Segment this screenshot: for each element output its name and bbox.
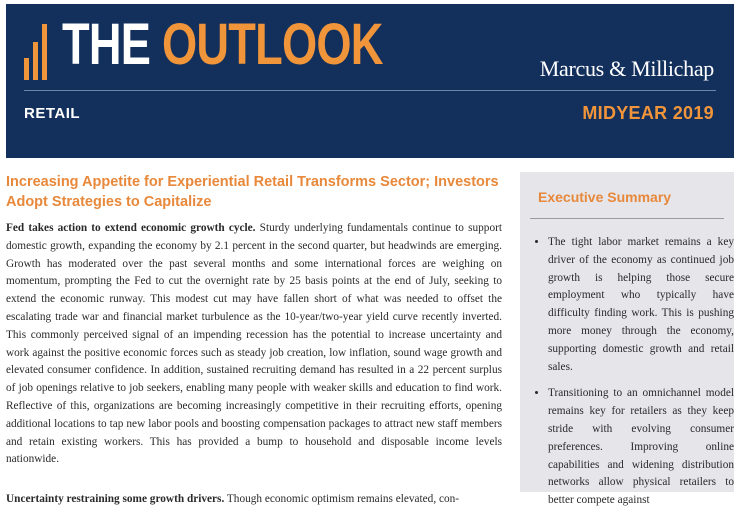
executive-summary-panel xyxy=(520,172,734,507)
paragraph-lead: Fed takes action to extend economic growth cycle. xyxy=(6,222,256,234)
publisher-logo: Marcus & Millichap xyxy=(539,56,714,81)
article-body xyxy=(6,220,502,531)
header-banner xyxy=(6,4,734,158)
title-part-outlook: OUTLOOK xyxy=(161,12,383,77)
edition-label: MIDYEAR 2019 xyxy=(582,103,714,123)
publication-title xyxy=(62,12,383,77)
article-headline: Increasing Appetite for Experiential Retail Transforms Sector; Investors Adopt Strategies to Capitalize xyxy=(6,174,499,210)
sector-label: RETAIL xyxy=(24,105,81,122)
banner-divider xyxy=(24,90,716,91)
list-item: • The tight labor market remains a key driver of the economy as continued job growth is helping those secure employment who typically have difficulty finding work. This is pushing more money through the economy, supporting domestic growth and retail sales. xyxy=(548,234,734,376)
paragraph xyxy=(6,220,502,469)
title-part-the: THE xyxy=(62,12,151,77)
paragraph xyxy=(6,491,502,509)
sidebar-title: Executive Summary xyxy=(538,189,672,205)
bar-chart-logo-icon xyxy=(24,24,50,80)
paragraph-text: Though economic optimism remains elevated, con- xyxy=(224,493,460,506)
list-item: • Transitioning to an omnichannel model remains key for retailers as they keep stride with evolving consumer preferences. Improving online capabilities and widening distribution networks allow physical retailers to better compete against xyxy=(548,385,734,510)
paragraph-lead: Uncertainty restraining some growth drivers. xyxy=(6,493,225,506)
summary-list xyxy=(532,234,734,519)
paragraph-text: Sturdy underlying fundamentals continue to support domestic growth, expanding the economy by 2.1 percent in the second quarter, but headwinds are emerging. Growth has moderated over the past several months and some international forces are weighing on momentum, prompting the Fed to cut the overnight rate by 25 basis points at the end of July, seeking to extend the economic runway. This modest cut may have fallen short of what was needed to offset the escalating trade war and financial market turbulence as the 10-year/two-year yield curve recently inverted. This commonly perceived signal of an impending recession has the potential to increase uncertainty and work against the positive economic forces such as steady job creation, low inflation, sound wage growth and elevated consumer confidence. In addition, sustained recruiting demand has resulted in a 22 percent surplus of job openings relative to job seekers, enabling many people with weaker skills and education to find work. Reflective of this, organizations are becoming increasingly competitive in their recruiting efforts, opening additional locations to tap new labor pools and boosting compensation packages to attract new staff members and retain existing workers. This has provided a bump to household and disposable income levels nationwide. xyxy=(6,222,502,466)
sidebar-divider xyxy=(530,218,724,219)
